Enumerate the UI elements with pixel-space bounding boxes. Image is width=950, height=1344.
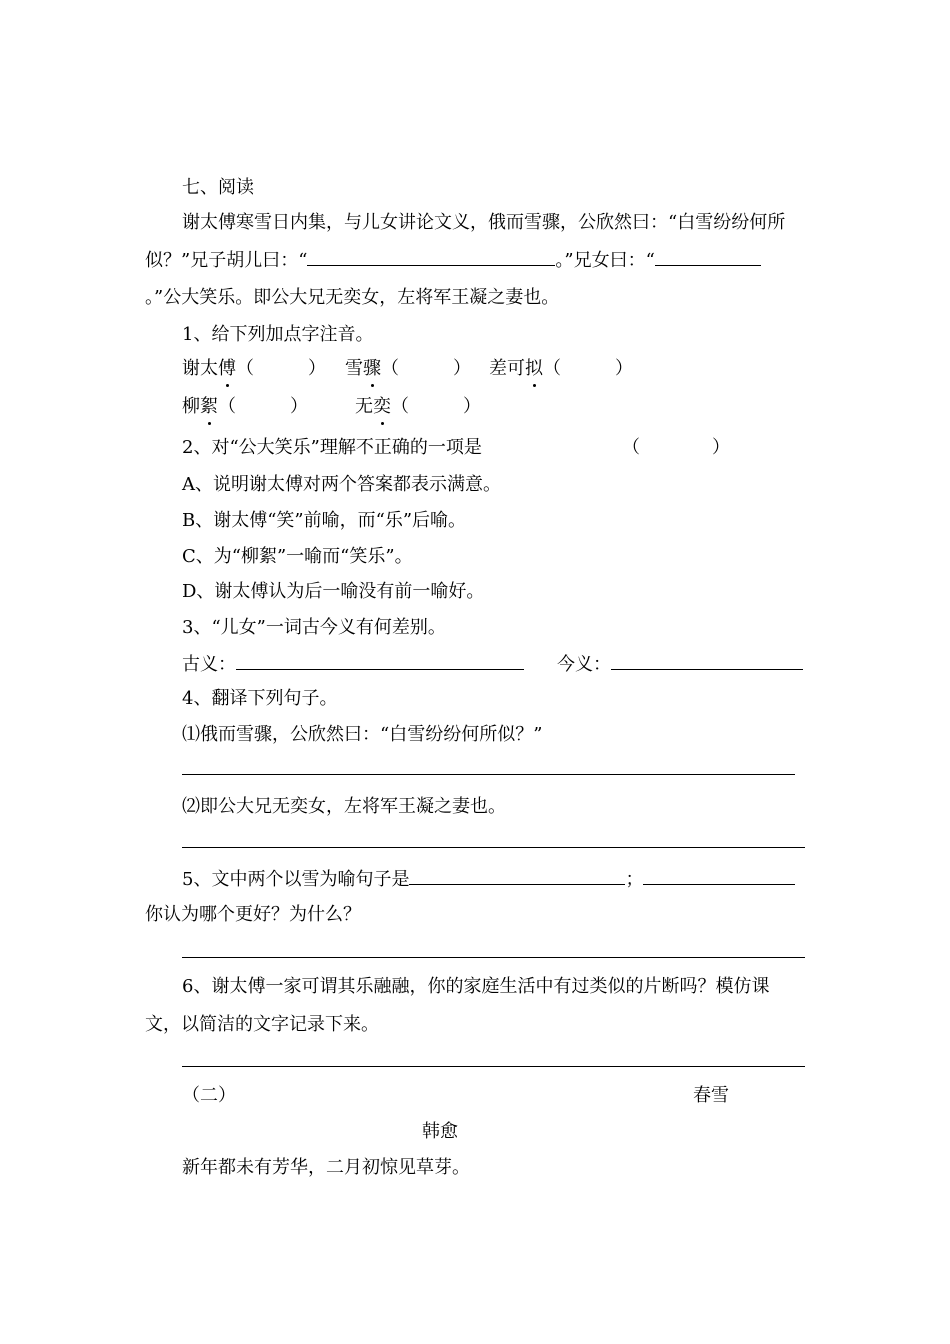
poem-title: 春雪 [693,1085,729,1106]
q1-item-1-text: 谢太 [182,358,218,379]
q5-answer-line[interactable] [182,957,805,958]
q4-sentence-2: ⑵即公大兄无奕女，左将军王凝之妻也。 [182,796,506,817]
poem-line-1: 新年都未有芳华，二月初惊见草芽。 [182,1157,470,1178]
q1-item-5-text: 无 [355,396,373,417]
q1-item-1-dotted-char: 傅 [218,356,236,382]
q1-item-5-dotted-char: 奕 [373,394,391,420]
q4-answer-line-2[interactable] [182,847,805,848]
q5-separator: ； [625,869,644,890]
q5-row [182,866,795,893]
poem-author: 韩愈 [422,1121,458,1142]
q3-ancient-row [182,651,524,678]
q1-item-3-text: 差可 [489,358,525,379]
q1-item-5-answer[interactable]: （ ） [391,396,481,417]
q1-item-2-dotted-char: 骤 [363,356,381,382]
q6-line-2: 文，以简洁的文字记录下来。 [145,1014,379,1035]
passage-line-2-mid: 。”兄女曰：“ [555,250,655,271]
q1-item-3-answer[interactable]: （ ） [543,358,633,379]
q3-modern-blank[interactable] [611,651,803,670]
q1-item-4 [182,394,308,420]
q5-followup: 你认为哪个更好？为什么？ [145,904,361,925]
q1-item-3-dotted-char: 拟 [525,356,543,382]
q1-item-5 [355,394,481,420]
q1-item-3 [489,356,633,382]
q4-sentence-1: ⑴俄而雪骤，公欣然曰：“白雪纷纷何所似？” [182,724,543,745]
q2-answer-paren[interactable]: （ ） [622,437,730,458]
q1-item-2-text: 雪 [345,358,363,379]
q5-prompt: 5、文中两个以雪为喻句子是 [182,869,410,890]
q4-prompt: 4、翻译下列句子。 [182,688,338,709]
q1-item-1 [182,356,326,382]
answer-blank-huer[interactable] [307,247,555,266]
q3-modern-row [557,651,803,678]
q2-option-c: C、为“柳絮”一喻而“笑乐”。 [182,546,413,567]
q2-prompt: 2、对“公大笑乐”理解不正确的一项是 [182,437,482,458]
q2-option-d: D、谢太傅认为后一喻没有前一喻好。 [182,581,485,602]
q1-prompt: 1、给下列加点字注音。 [182,324,374,345]
passage-line-2 [145,247,761,274]
q3-ancient-label: 古义： [182,654,236,675]
passage-line-1: 谢太傅寒雪日内集，与儿女讲论文义，俄而雪骤，公欣然曰：“白雪纷纷何所 [182,212,786,233]
answer-blank-xiongnu[interactable] [655,247,761,266]
q1-item-2 [345,356,471,382]
q6-line-1: 6、谢太傅一家可谓其乐融融，你的家庭生活中有过类似的片断吗？模仿课 [182,976,770,997]
q1-item-4-dotted-char: 絮 [200,394,218,420]
section-heading: 七、阅读 [182,177,254,198]
passage-line-3: 。”公大笑乐。即公大兄无奕女，左将军王凝之妻也。 [145,287,560,308]
part-two-label: （二） [182,1085,236,1106]
q3-prompt: 3、“儿女”一词古今义有何差别。 [182,617,446,638]
q2-option-a: A、说明谢太傅对两个答案都表示满意。 [182,474,501,495]
q1-item-2-answer[interactable]: （ ） [381,358,471,379]
q1-item-4-text: 柳 [182,396,200,417]
q1-item-1-answer[interactable]: （ ） [236,358,326,379]
q4-answer-line-1[interactable] [182,774,795,775]
q6-answer-line[interactable] [182,1066,805,1067]
q2-option-b: B、谢太傅“笑”前喻，而“乐”后喻。 [182,510,467,531]
q5-blank-1[interactable] [409,866,625,885]
q5-blank-2[interactable] [643,866,795,885]
passage-line-2-start: 似？”兄子胡儿曰：“ [145,250,308,271]
q3-ancient-blank[interactable] [236,651,524,670]
q1-item-4-answer[interactable]: （ ） [218,396,308,417]
q3-modern-label: 今义： [557,654,611,675]
